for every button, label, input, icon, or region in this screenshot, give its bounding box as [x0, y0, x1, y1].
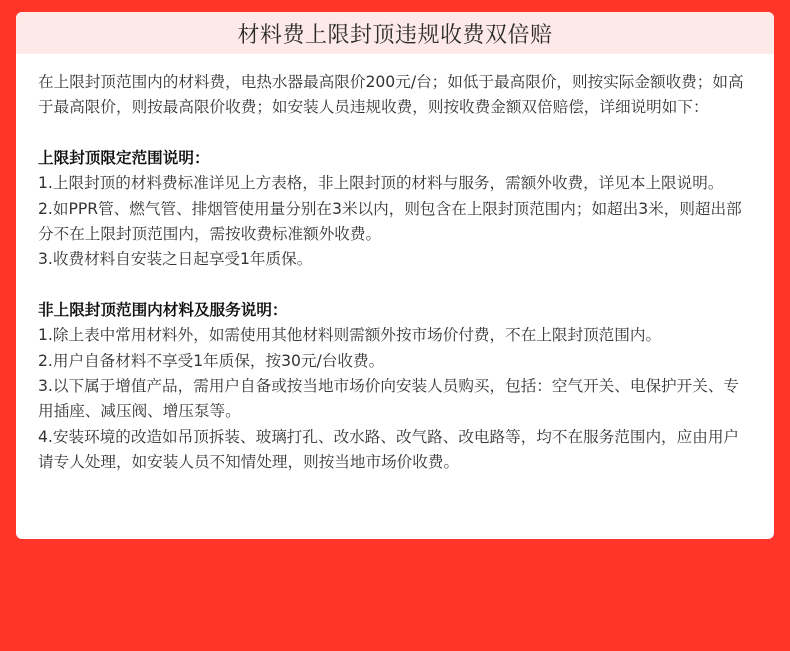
intro-paragraph: 在上限封顶范围内的材料费，电热水器最高限价200元/台；如低于最高限价，则按实际金额收费；如高于最高限价，则按最高限价收费；如安装人员违规收费，则按收费金额双倍赔偿，详细说明如下： — [38, 73, 744, 117]
notice-card — [16, 12, 774, 539]
section2-item-3: 3.以下属于增值产品，需用户自备或按当地市场价向安装人员购买，包括：空气开关、电保护开关、专用插座、减压阀、增压泵等。 — [38, 377, 740, 421]
card-header — [16, 12, 774, 54]
section1-heading: 上限封顶限定范围说明： — [38, 148, 210, 167]
notice-content — [16, 54, 774, 476]
section1-item-1: 1.上限封顶的材料费标准详见上方表格，非上限封顶的材料与服务，需额外收费，详见本上限说明。 — [38, 174, 724, 193]
section2-item-2: 2.用户自备材料不享受1年质保，按30元/台收费。 — [38, 351, 385, 370]
spacer — [38, 121, 752, 146]
section2-item-4: 4.安装环境的改造如吊顶拆装、玻璃打孔、改水路、改气路、改电路等，均不在服务范围内，应由用户请专人处理，如安装人员不知情处理，则按当地市场价收费。 — [38, 427, 740, 472]
section1-item-3: 3.收费材料自安装之日起享受1年质保。 — [38, 250, 313, 269]
page-title: 材料费上限封顶违规收费双倍赔 — [237, 22, 553, 48]
spacer — [38, 273, 752, 298]
section2-heading: 非上限封顶范围内材料及服务说明： — [38, 300, 288, 319]
section1-item-2: 2.如PPR管、燃气管、排烟管使用量分别在3米以内，则包含在上限封顶范围内；如超出3米，则超出部分不在上限封顶范围内，需按收费标准额外收费。 — [38, 199, 742, 244]
section2-item-1: 1.除上表中常用材料外，如需使用其他材料则需额外按市场价付费，不在上限封顶范围内。 — [38, 326, 662, 345]
